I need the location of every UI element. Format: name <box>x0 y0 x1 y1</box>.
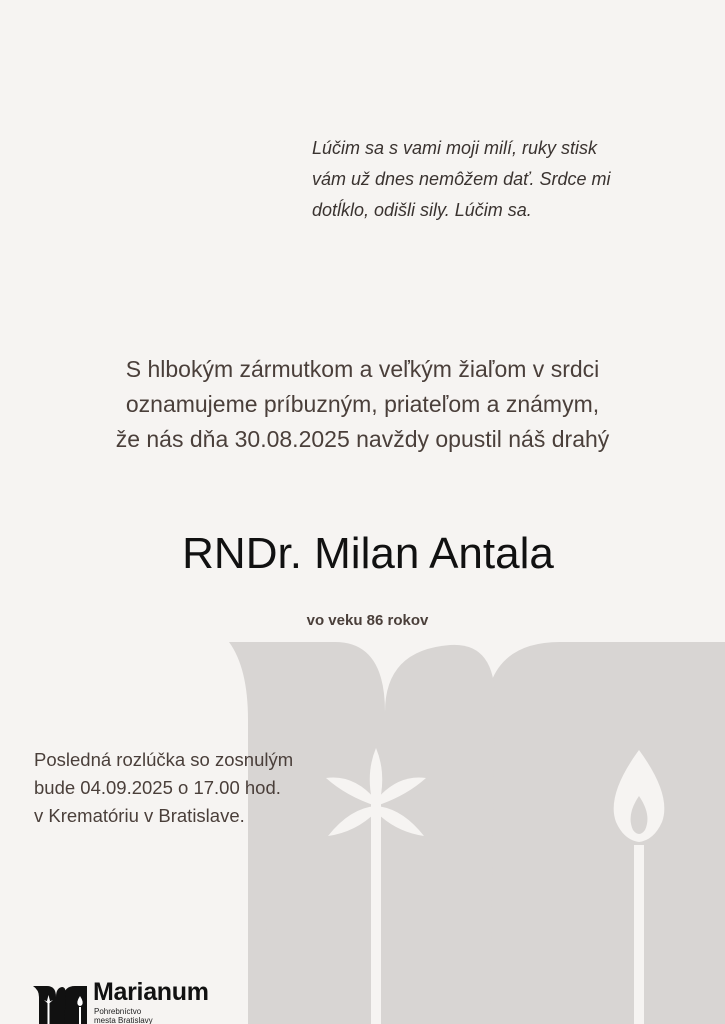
quote-line: dotĺklo, odišli sily. Lúčim sa. <box>312 200 532 220</box>
logo-subtitle <box>94 1007 153 1024</box>
funeral-line: bude 04.09.2025 o 17.00 hod. <box>34 777 281 798</box>
deceased-age: vo veku 86 rokov <box>306 612 429 629</box>
funeral-details <box>34 746 354 830</box>
marianum-logo <box>33 980 233 1024</box>
funeral-line: v Krematóriu v Bratislave. <box>34 805 245 826</box>
announcement-line: že nás dňa 30.08.2025 navždy opustil náš drahý <box>115 426 610 452</box>
funeral-line: Posledná rozlúčka so zosnulým <box>34 749 294 770</box>
logo-title: Marianum <box>93 978 209 1006</box>
logo-subtitle-line: mesta Bratislavy <box>94 1016 153 1024</box>
marianum-logo-icon <box>33 983 87 1024</box>
death-announcement <box>0 352 725 457</box>
farewell-quote <box>312 133 672 226</box>
announcement-line: oznamujeme príbuzným, priateľom a známym, <box>125 391 600 417</box>
quote-line: Lúčim sa s vami moji milí, ruky stisk <box>312 138 598 158</box>
logo-subtitle-line: Pohrebníctvo <box>94 1007 142 1016</box>
announcement-line: S hlbokým zármutkom a veľkým žiaľom v srdci <box>125 356 600 382</box>
quote-line: vám už dnes nemôžem dať. Srdce mi <box>312 169 611 189</box>
deceased-name: RNDr. Milan Antala <box>182 529 554 578</box>
